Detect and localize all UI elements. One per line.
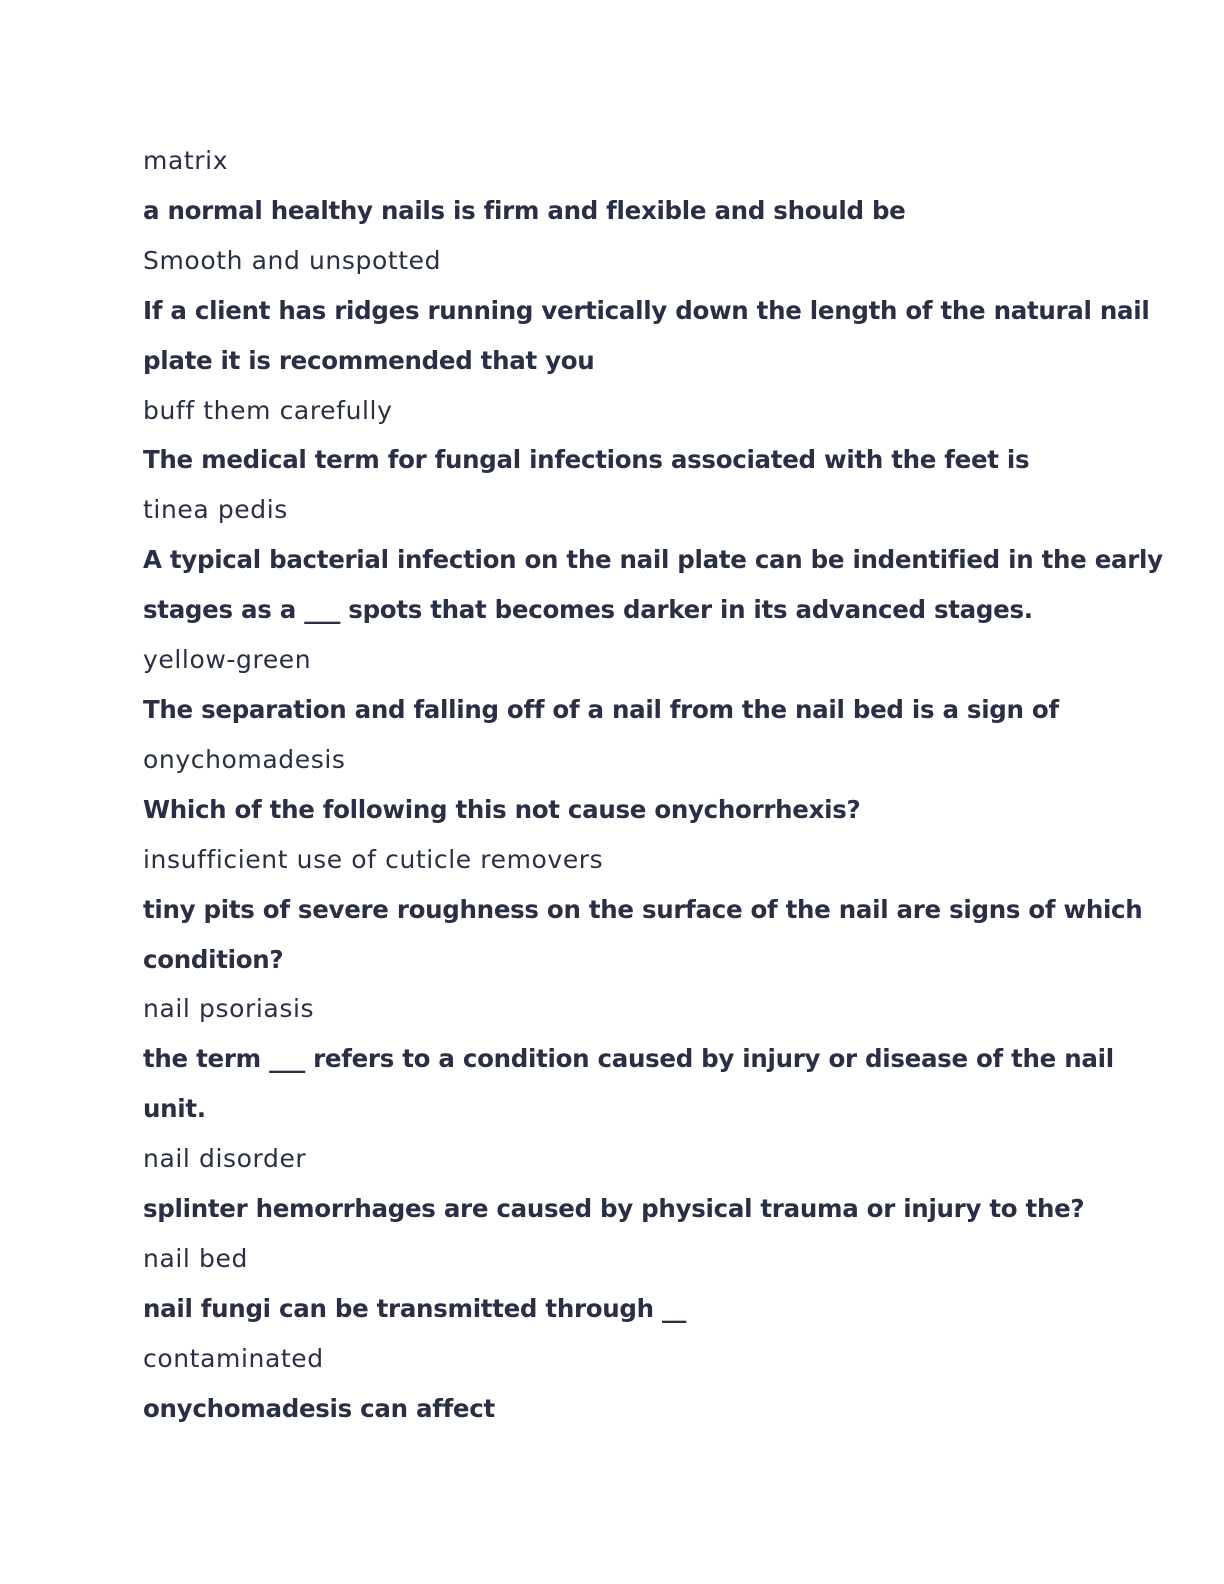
answer-line: yellow-green — [143, 645, 312, 675]
question-line: the term ___ refers to a condition caused by injury or disease of the nail — [143, 1044, 1114, 1074]
question-line: If a client has ridges running vertically down the length of the natural nail — [143, 295, 1150, 325]
question-line: tiny pits of severe roughness on the surface of the nail are signs of which — [143, 894, 1143, 924]
answer-line: nail bed — [143, 1243, 248, 1273]
answer-line: insufficient use of cuticle removers — [143, 844, 604, 874]
question-line: unit. — [143, 1094, 206, 1124]
question-line: condition? — [143, 944, 284, 974]
answer-line: onychomadesis — [143, 744, 346, 774]
question-line: stages as a ___ spots that becomes darker in its advanced stages. — [143, 595, 1033, 625]
question-line: nail fungi can be transmitted through __ — [143, 1293, 686, 1323]
answer-line: Smooth and unspotted — [143, 245, 442, 275]
question-line: A typical bacterial infection on the nail plate can be indentified in the early — [143, 545, 1163, 575]
question-line: splinter hemorrhages are caused by physical trauma or injury to the? — [143, 1194, 1085, 1224]
question-line: plate it is recommended that you — [143, 345, 595, 375]
document-page — [143, 136, 1163, 1434]
question-line: a normal healthy nails is firm and flexible and should be — [143, 195, 906, 225]
question-line: The separation and falling off of a nail from the nail bed is a sign of — [143, 694, 1059, 724]
answer-line: buff them carefully — [143, 395, 393, 425]
answer-line: nail psoriasis — [143, 994, 315, 1024]
answer-line: matrix — [143, 146, 229, 175]
question-line: The medical term for fungal infections associated with the feet is — [143, 445, 1030, 475]
answer-line: tinea pedis — [143, 495, 288, 525]
answer-line: nail disorder — [143, 1144, 307, 1174]
answer-line: contaminated — [143, 1343, 324, 1373]
question-line: Which of the following this not cause onychorrhexis? — [143, 794, 861, 824]
question-line: onychomadesis can affect — [143, 1393, 495, 1423]
